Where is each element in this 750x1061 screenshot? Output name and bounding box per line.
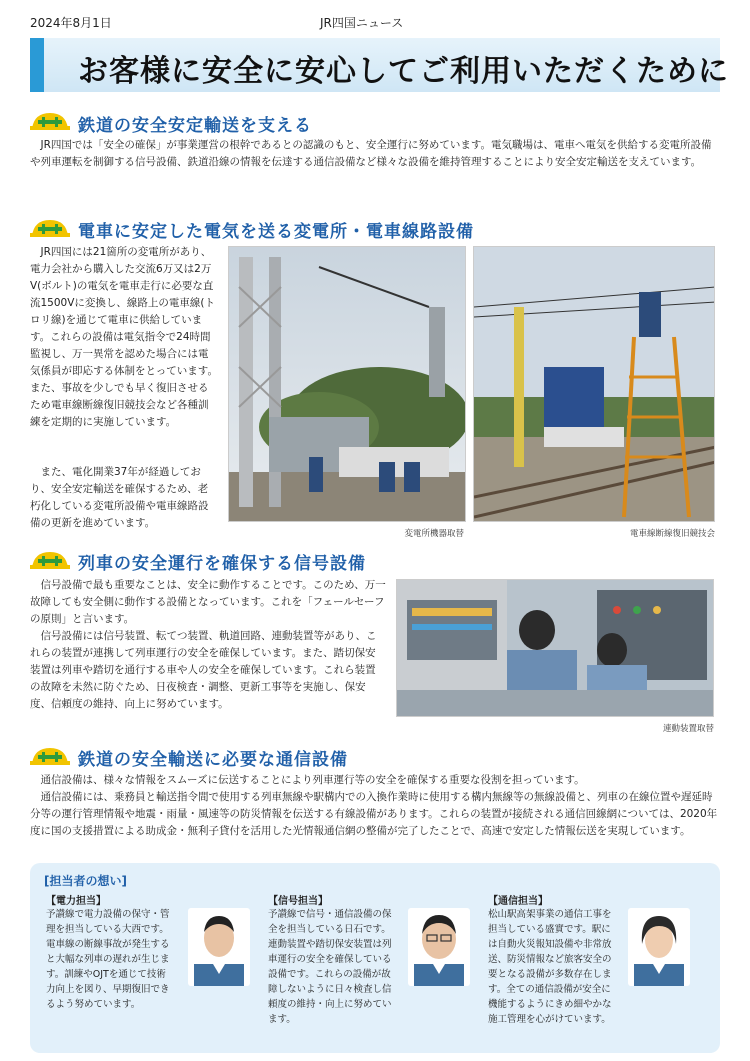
helmet-icon	[30, 111, 70, 131]
interlocking-photo	[396, 579, 714, 717]
staff-comment: 予讃線で信号・通信設備の保全を担当している日石です。連動装置や踏切保安装置は列車運行の安全を確保している設備です。これらの設備が故障しないように日々検査し信頼度の維持・向上に努めています。	[268, 909, 392, 1025]
photo-caption: 変電所機器取替	[404, 529, 464, 539]
issue-date: 2024年8月1日	[30, 16, 112, 30]
staff-voices-heading: [担当者の想い]	[44, 874, 127, 888]
section-paragraph: JR四国では「安全の確保」が事業運営の根幹であるとの認識のもと、安全運行に努めています。電気職場は、電車へ電気を供給する変電所設備や列車運転を制御する信号設備、鉄道沿線の情報を伝達する通信設備など様々な設備を維持管理することにより安全安定輸送を支えています。	[30, 139, 712, 168]
section-paragraph: 通信設備は、様々な情報をスムーズに伝送することにより列車運行等の安全を確保する重要な役割を担っています。	[40, 774, 585, 786]
section-title: 列車の安全運行を確保する信号設備	[78, 554, 366, 574]
section-paragraph: 信号設備で最も重要なことは、安全に動作することです。このため、万一故障しても安全側に動作する設備となっています。これを「フェールセーフの原則」と言います。	[30, 579, 386, 625]
photo-caption: 電車線断線復旧競技会	[629, 529, 715, 539]
photo-caption: 連動装置取替	[662, 724, 714, 734]
section-paragraph: また、電化開業37年が経過しており、安全安定輸送を確保するため、老朽化している変電所設備や電車線路設備の更新を進めています。	[30, 466, 209, 529]
publication-name: JR四国ニュース	[320, 16, 404, 30]
substation-photo	[228, 246, 466, 522]
staff-role: 【電力担当】	[46, 896, 106, 907]
helmet-icon	[30, 550, 70, 570]
section-paragraph: 通信設備には、乗務員と輸送指令間で使用する列車無線や駅構内での入換作業時に使用する構内無線等の無線設備と、列車の在線位置や遅延時分等の運行管理情報や地震・雨量・風速等の防災情報を伝送する有線設備があります。これらの装置が接続される通信回線網については、2020年度に国の支援措置による助成金・無利子貸付を活用した光情報通信網の整備が完了したことで、高速で安定した情報伝送を実現しています。	[30, 791, 718, 837]
staff-comment: 予讃線で電力設備の保守・管理を担当している大西です。電車線の断線事故が発生すると大幅な列車の遅れが生じます。訓練やOJTを通じて技術力向上を図り、早期復旧できるよう努めています。	[46, 909, 170, 1010]
staff-role: 【通信担当】	[488, 896, 548, 907]
helmet-icon	[30, 746, 70, 766]
staff-portrait	[188, 908, 250, 986]
section-paragraph: 信号設備には信号装置、転てつ装置、軌道回路、連動装置等があり、これらの装置が連携して列車運行の安全を確保しています。また、踏切保安装置は列車や踏切を通行する車や人の安全を確保しています。これら装置の故障を未然に防ぐため、日夜検査・調整、更新工事等を実施し、保安度、信頼度の維持、向上に努めています。	[30, 630, 377, 710]
staff-role: 【信号担当】	[268, 896, 328, 907]
page-title: お客様に安全に安心してご利用いただくために	[78, 54, 729, 89]
section-title: 鉄道の安全輸送に必要な通信設備	[78, 750, 348, 770]
staff-portrait	[628, 908, 690, 986]
section-title: 電車に安定した電気を送る変電所・電車線路設備	[78, 222, 474, 242]
catenary-photo	[473, 246, 715, 522]
helmet-icon	[30, 218, 70, 238]
section-paragraph: JR四国には21箇所の変電所があり、電力会社から購入した交流6万又は2万V(ボルト)の電気を電車走行に必要な直流1500Vに変換し、線路上の電車線(トロリ線)を通じて電車に供給しています。これらの設備は電気指令で24時間監視し、万一異常を認めた場合には電気係員が即応する体制をとっています。また、事故を少しでも早く復旧させるため電車線断線復旧競技会など各種訓練を定期的に実施しています。	[30, 246, 218, 428]
page-title-bar	[30, 38, 729, 92]
staff-comment: 松山駅高架事業の通信工事を担当している盛實です。駅には自動火災報知設備や非常放送、防災情報など旅客安全の要となる設備が多数存在します。全ての通信設備が安全に機能するようにきめ細やかな施工管理を心がけています。	[488, 909, 612, 1025]
section-title: 鉄道の安全安定輸送を支える	[78, 116, 312, 136]
staff-portrait	[408, 908, 470, 986]
